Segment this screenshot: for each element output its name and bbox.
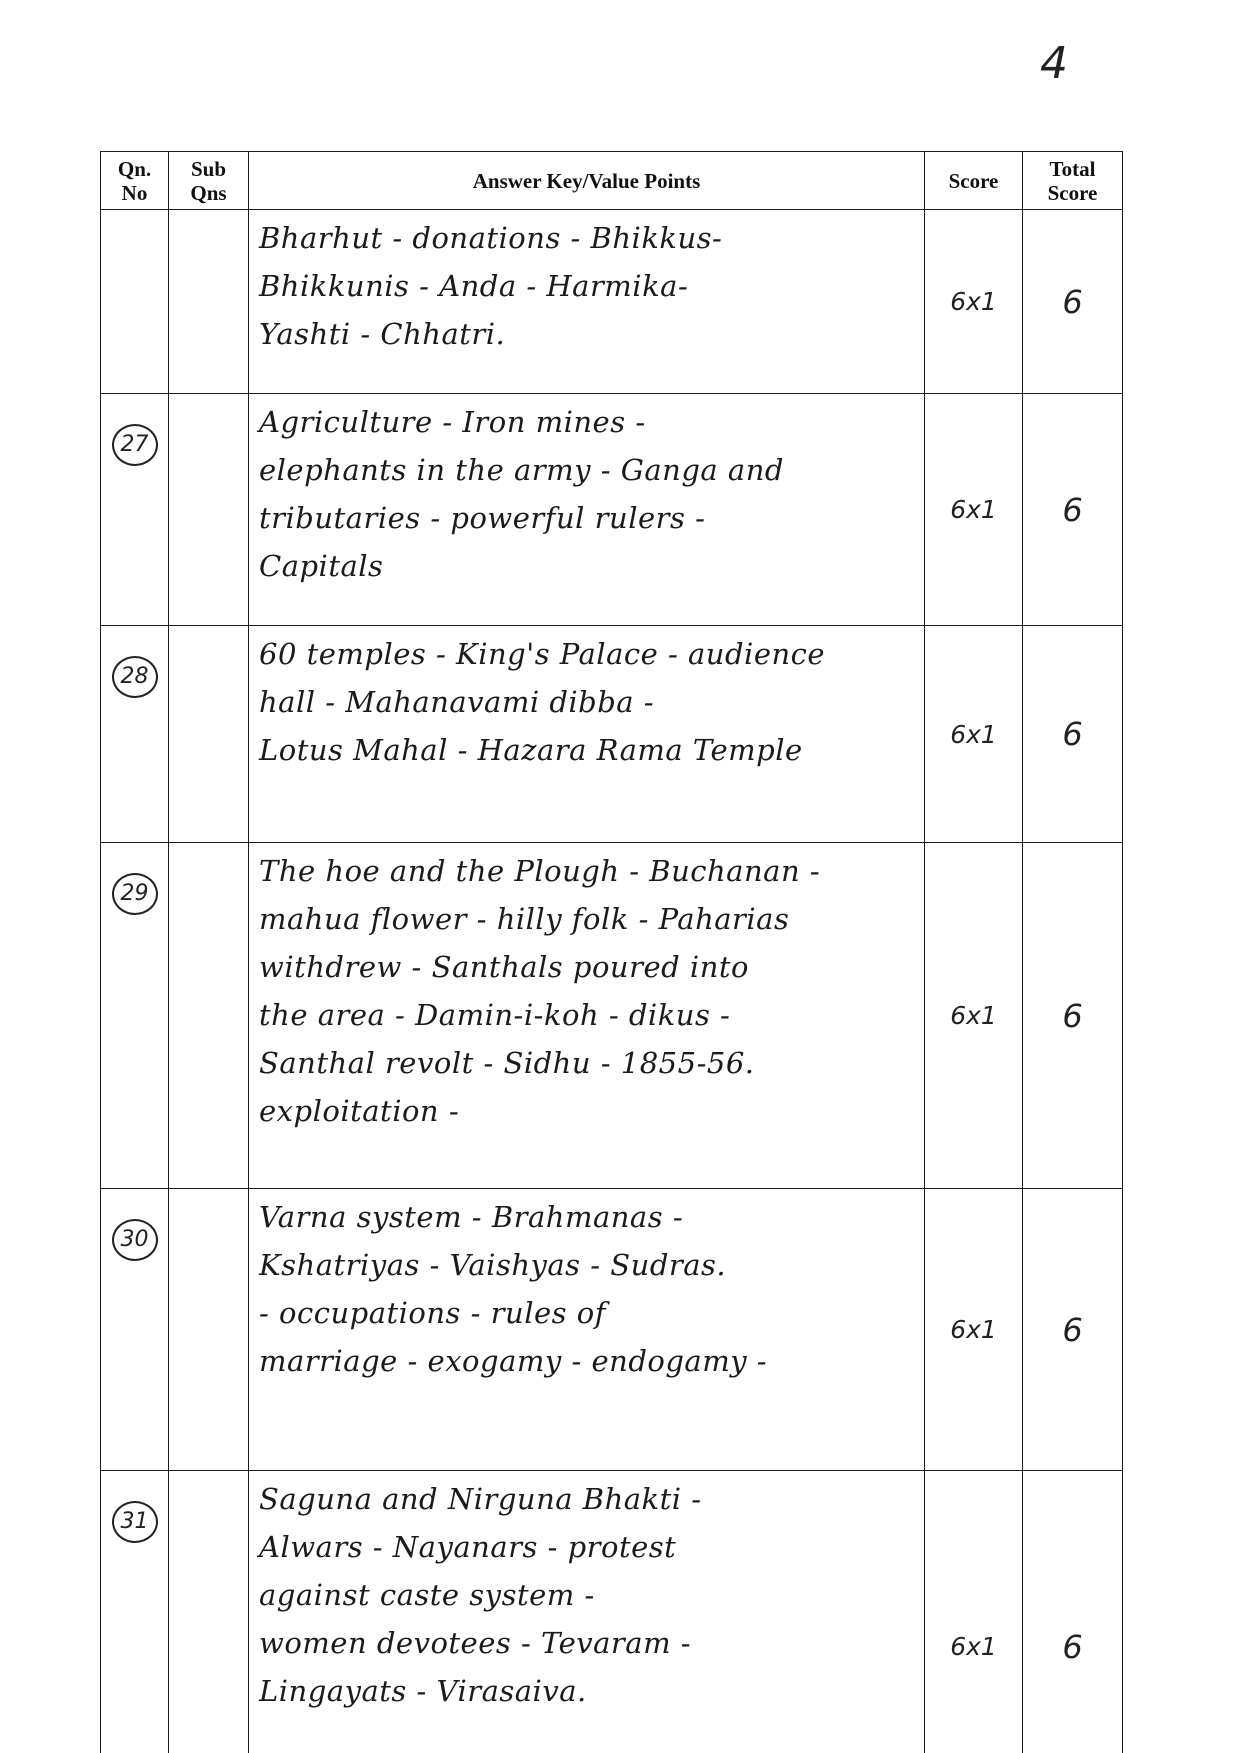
answer-line: hall - Mahanavami dibba - <box>259 685 655 719</box>
table-row <box>101 626 1123 843</box>
answer-line: Santhal revolt - Sidhu - 1855-56. <box>259 1046 755 1080</box>
answer-line: elephants in the army - Ganga and <box>259 453 784 487</box>
answer-cell <box>249 394 925 626</box>
answer-line: against caste system - <box>259 1578 595 1612</box>
question-number-circle: 28 <box>112 656 158 698</box>
answer-line: Alwars - Nayanars - protest <box>259 1530 677 1564</box>
answer-line: - occupations - rules of <box>259 1296 606 1330</box>
answer-cell <box>249 1471 925 1753</box>
header-sub-qns: Sub Qns <box>169 152 249 210</box>
table-row <box>101 210 1123 394</box>
qn-cell <box>101 1189 169 1471</box>
score-cell: 6x1 <box>925 394 1023 626</box>
sub-qns-cell <box>169 626 249 843</box>
sub-qns-cell <box>169 210 249 394</box>
sub-qns-cell <box>169 1189 249 1471</box>
answer-line: tributaries - powerful rulers - <box>259 501 706 535</box>
total-score-cell: 6 <box>1023 394 1123 626</box>
answer-line: Bharhut - donations - Bhikkus- <box>259 221 723 255</box>
answer-cell <box>249 626 925 843</box>
score-cell: 6x1 <box>925 210 1023 394</box>
score-cell: 6x1 <box>925 1471 1023 1753</box>
answer-line: Capitals <box>259 549 384 583</box>
question-number-circle: 27 <box>112 424 158 466</box>
sub-qns-cell <box>169 843 249 1189</box>
sub-qns-cell <box>169 1471 249 1753</box>
answer-line: the area - Damin-i-koh - dikus - <box>259 998 731 1032</box>
answer-line: mahua flower - hilly folk - Paharias <box>259 902 790 936</box>
qn-cell <box>101 394 169 626</box>
answer-line: marriage - exogamy - endogamy - <box>259 1344 768 1378</box>
answer-line: Agriculture - Iron mines - <box>259 405 646 439</box>
answer-key-table <box>100 151 1123 1753</box>
total-score-cell: 6 <box>1023 1471 1123 1753</box>
table-row <box>101 843 1123 1189</box>
total-score-cell: 6 <box>1023 843 1123 1189</box>
answer-line: women devotees - Tevaram - <box>259 1626 692 1660</box>
answer-line: 60 temples - King's Palace - audience <box>259 637 826 671</box>
answer-key-sheet <box>100 151 1122 1753</box>
header-score: Score <box>925 152 1023 210</box>
answer-line: The hoe and the Plough - Buchanan - <box>259 854 821 888</box>
answer-line: Lingayats - Virasaiva. <box>259 1674 587 1708</box>
answer-line: exploitation - <box>259 1094 460 1128</box>
answer-cell <box>249 1189 925 1471</box>
table-row <box>101 1471 1123 1753</box>
answer-line: Saguna and Nirguna Bhakti - <box>259 1482 702 1516</box>
score-cell: 6x1 <box>925 626 1023 843</box>
page-number: 4 <box>1040 38 1068 89</box>
header-total-score: Total Score <box>1023 152 1123 210</box>
question-number-circle: 30 <box>112 1219 158 1261</box>
header-answer-key: Answer Key/Value Points <box>249 152 925 210</box>
answer-line: Lotus Mahal - Hazara Rama Temple <box>259 733 803 767</box>
answer-line: Bhikkunis - Anda - Harmika- <box>259 269 689 303</box>
score-cell: 6x1 <box>925 843 1023 1189</box>
score-cell: 6x1 <box>925 1189 1023 1471</box>
total-score-cell: 6 <box>1023 626 1123 843</box>
answer-cell <box>249 210 925 394</box>
total-score-cell: 6 <box>1023 210 1123 394</box>
answer-line: Kshatriyas - Vaishyas - Sudras. <box>259 1248 727 1282</box>
table-row <box>101 394 1123 626</box>
sub-qns-cell <box>169 394 249 626</box>
header-row <box>101 152 1123 210</box>
qn-cell <box>101 210 169 394</box>
question-number-circle: 31 <box>112 1501 158 1543</box>
qn-cell <box>101 843 169 1189</box>
total-score-cell: 6 <box>1023 1189 1123 1471</box>
answer-line: withdrew - Santhals poured into <box>259 950 749 984</box>
answer-line: Yashti - Chhatri. <box>259 317 506 351</box>
answer-cell <box>249 843 925 1189</box>
question-number-circle: 29 <box>112 873 158 915</box>
table-row <box>101 1189 1123 1471</box>
qn-cell <box>101 1471 169 1753</box>
answer-line: Varna system - Brahmanas - <box>259 1200 684 1234</box>
header-qn-no: Qn. No <box>101 152 169 210</box>
qn-cell <box>101 626 169 843</box>
